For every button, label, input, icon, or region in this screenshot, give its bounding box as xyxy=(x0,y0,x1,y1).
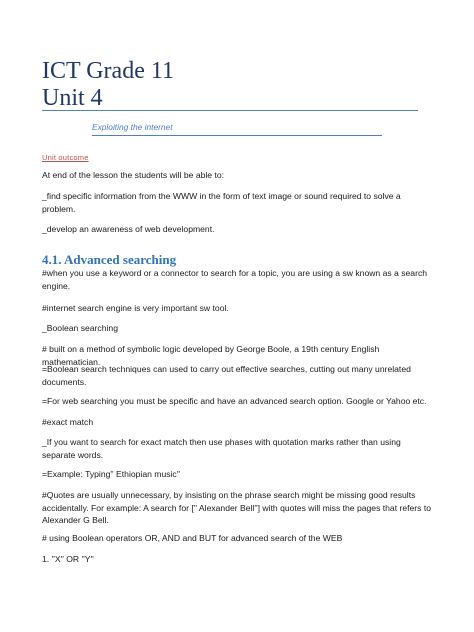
subtitle-divider xyxy=(92,135,382,136)
objective-1: _find specific information from the WWW in the form of text image or sound required to solve a problem. xyxy=(42,191,401,214)
paragraph: _If you want to search for exact match then use phases with quotation marks rather than using separate words. xyxy=(42,437,401,460)
intro-text: At end of the lesson the students will be able to: xyxy=(42,170,225,180)
paragraph: =For web searching you must be specific and have an advanced search option. Google or Yahoo etc. xyxy=(42,396,427,406)
paragraph: 1. ''X'' OR ''Y'' xyxy=(42,554,94,564)
objective-2: _develop an awareness of web development. xyxy=(42,224,215,234)
paragraph: # using Boolean operators OR, AND and BUT for advanced search of the WEB xyxy=(42,533,343,543)
unit-outcome-label: Unit outcome xyxy=(42,153,89,162)
paragraph: # built on a method of symbolic logic developed by George Boole, a 19th century English mathematician. xyxy=(42,344,380,367)
document-subtitle: Exploiting the internet xyxy=(92,122,173,132)
paragraph: #Quotes are usually unnecessary, by insisting on the phrase search might be missing good results accidentally. For example: A search for ['' Alexander Bell''] with quotes will miss the pages that refers to Alexander G Bell. xyxy=(42,490,432,525)
section-heading: 4.1. Advanced searching xyxy=(42,252,177,267)
title-divider xyxy=(42,110,418,111)
document-title xyxy=(42,58,174,112)
paragraph: =Boolean search techniques can used to carry out effective searches, cutting out many unrelated documents. xyxy=(42,364,411,387)
title-line-2: Unit 4 xyxy=(42,85,103,111)
title-line-1: ICT Grade 11 xyxy=(42,58,174,84)
paragraph: #when you use a keyword or a connector to search for a topic, you are using a sw known as a search engine. xyxy=(42,268,428,291)
paragraph: #exact match xyxy=(42,417,94,427)
paragraph: =Example: Typing'' Ethiopian music'' xyxy=(42,469,181,479)
paragraph: _Boolean searching xyxy=(42,323,118,333)
paragraph: #internet search engine is very important sw tool. xyxy=(42,303,229,313)
